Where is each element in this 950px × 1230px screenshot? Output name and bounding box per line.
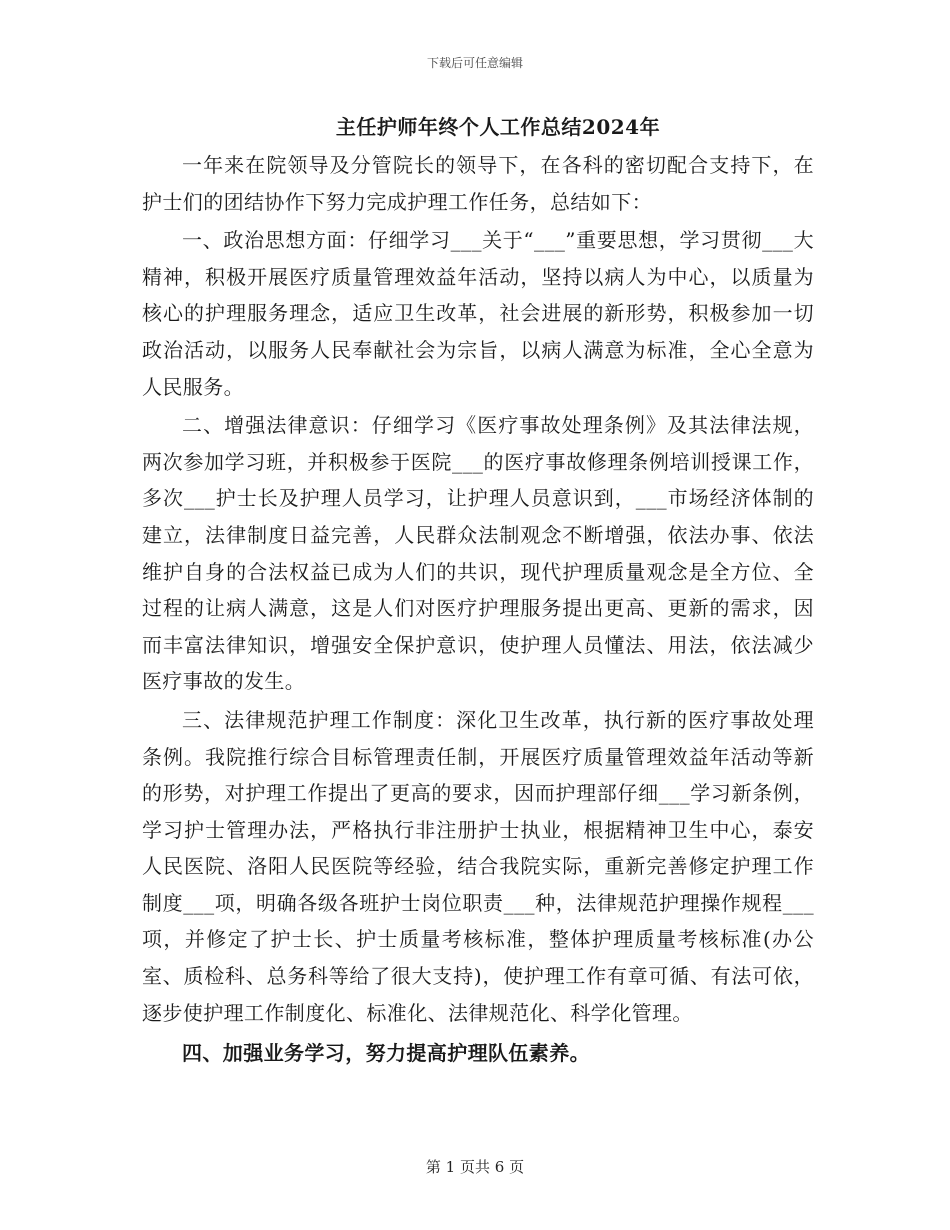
page-number-footer: 第 1 页共 6 页 [425,1158,525,1176]
paragraph-intro: 一年来在院领导及分管院长的领导下，在各科的密切配合支持下，在护士们的团结协作下努力完成护理工作任务，总结如下： [142,153,814,214]
document-title: 主任护师年终个人工作总结2024年 [335,115,661,139]
paragraph-legal-awareness: 二、增强法律意识：仔细学习《医疗事故处理条例》及其法律法规，两次参加学习班，并积极参于医院___的医疗事故修理条例培训授课工作，多次___护士长及护理人员学习，让护理人员意识到，___市场经济体制的建立，法律制度日益完善，人民群众法制观念不断增强，依法办事、依法维护自身的合法权益已成为人们的共识，现代护理质量观念是全方位、全过程的让病人满意，这是人们对医疗护理服务提出更高、更新的需求，因而丰富法律知识，增强安全保护意识，使护理人员懂法、用法，依法减少医疗事故的发生。 [142,413,814,694]
document-body [142,110,814,1071]
header-edit-note: 下载后可任意编辑 [426,56,523,70]
section-heading-study: 四、加强业务学习，努力提高护理队伍素养。 [182,1041,590,1066]
paragraph-political-thought: 一、政治思想方面：仔细学习___关于“___”重要思想，学习贯彻___大精神，积极开展医疗质量管理效益年活动，坚持以病人为中心，以质量为核心的护理服务理念，适应卫生改革，社会进展的新形势，积极参加一切政治活动，以服务人民奉献社会为宗旨，以病人满意为标准，全心全意为人民服务。 [142,228,814,399]
paragraph-nursing-rules: 三、法律规范护理工作制度：深化卫生改革，执行新的医疗事故处理条例。我院推行综合目标管理责任制，开展医疗质量管理效益年活动等新的形势，对护理工作提出了更高的要求，因而护理部仔细___学习新条例，学习护士管理办法，严格执行非注册护士执业，根据精神卫生中心，泰安人民医院、洛阳人民医院等经验，结合我院实际，重新完善修定护理工作制度___项，明确各级各班护士岗位职责___种，法律规范护理操作规程___项，并修定了护士长、护士质量考核标准，整体护理质量考核标准(办公室、质检科、总务科等给了很大支持)，使护理工作有章可循、有法可依，逐步使护理工作制度化、标准化、法律规范化、科学化管理。 [142,707,814,1025]
